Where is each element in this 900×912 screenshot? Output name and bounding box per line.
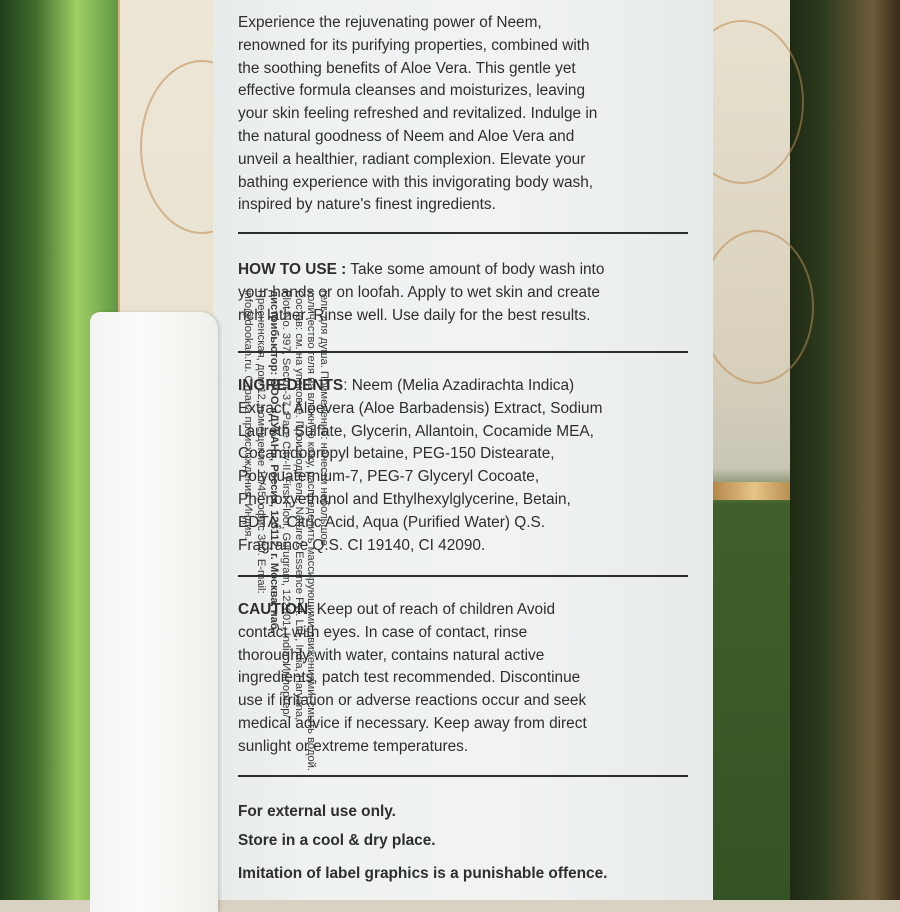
caution-line: sunlight or extreme temperatures. (238, 737, 469, 755)
description-line: Experience the rejuvenating power of Neem, (238, 14, 542, 31)
description-line: the natural goodness of Neem and Aloe Vera and (238, 127, 575, 145)
caution-line: ingredients, patch test recommended. Discontinue (238, 669, 581, 687)
how-to-use-line: rich lather. Rinse well. Use daily for the best results. (238, 306, 591, 324)
description-line: bathing experience with this invigorating body wash, (238, 173, 594, 191)
description-full (0, 0, 1, 1)
caution-line: use if irritation or adverse reactions occur and seek (238, 692, 587, 710)
description-line: unveil a healthier, radiant complexion. Elevate your (238, 150, 586, 168)
divider (238, 232, 688, 234)
sticker-line: Состав: см. на упаковке. Производитель: Nature's Essence Pvt. Ltd., India, Haryana, (292, 290, 305, 721)
bottle-dark-edge (790, 0, 900, 900)
ingredients-line: EDTA, Citric Acid, Aqua (Purified Water) Q.S. (238, 513, 546, 531)
sticker-line: Plot No. 397, Sector-37, Pace City-II, First Floor, Gurugram, 122001, India. Импортер/ (280, 290, 293, 718)
petal-outline (700, 230, 814, 384)
description-line: inspired by nature's finest ingredients. (238, 196, 496, 214)
ingredients-line: Fragrance Q.S. CI 19140, CI 42090. (238, 536, 486, 554)
sticker-text (242, 290, 330, 890)
caution-line: medical advice if necessary. Keep away from direct (238, 714, 587, 732)
sticker-line: гель для душа. Применение: нанести небольшое (318, 290, 330, 546)
ingredients-heading: INGREDIENTS (238, 377, 344, 394)
ingredients-line: : Neem (Melia Azadirachta Indica) (343, 377, 575, 394)
how-to-use-line: Take some amount of body wash into (346, 261, 605, 278)
how-to-use-line: your hands or on loofah. Apply to wet skin and create (238, 283, 600, 301)
description-block (238, 12, 698, 217)
how-to-use-heading: HOW TO USE : (238, 261, 347, 278)
ingredients-line: Polyquaternium-7, PEG-7 Glyceryl Cocoate, (238, 468, 540, 486)
sticker-line: info@dookan.ru. Страна происхождения: Индия. (242, 290, 255, 540)
description-line: effective formula cleanses and moisturizes, leaving (238, 82, 586, 100)
footer-line-imitation: Imitation of label graphics is a punishable offence. (238, 865, 608, 882)
ingredients-line: Extract, Aloevera (Aloe Barbadensis) Extract, Sodium (238, 399, 603, 417)
sticker-line: Пресненская, дом 12, помещение 10/45, офис 380. E-mail: (255, 290, 268, 594)
caution-heading: CAUTION (238, 601, 309, 618)
description-line: the soothing benefits of Aloe Vera. This gentle yet (238, 59, 576, 77)
caution-line: : Keep out of reach of children Avoid (308, 601, 556, 618)
sticker-line: дистрибьютор: ООО «ДУКАН», Россия, 123112, г. Москва, наб. (267, 290, 280, 633)
footer-line-storage: Store in a cool & dry place. (238, 832, 436, 849)
ingredients-line: Cocamidopropyl betaine, PEG-150 Distearate, (238, 445, 555, 463)
sticker-line: количество геля на влажную кожу, распределить массирующими движениями, смыть водой. (305, 290, 318, 771)
caution-line: thoroughly with water, contains natural active (238, 646, 545, 664)
footer-line-external: For external use only. (238, 803, 396, 820)
description-line: renowned for its purifying properties, combined with (238, 36, 590, 54)
gold-band (704, 482, 804, 500)
ingredients-line: Laureth Sulfate, Glycerin, Allantoin, Cocamide MEA, (238, 422, 594, 440)
description-line: your skin feeling refreshed and revitalized. Indulge in (238, 105, 598, 123)
ingredients-line: Phenoxyethanol and Ethylhexylglycerine, Betain, (238, 490, 571, 508)
caution-line: contact with eyes. In case of contact, rinse (238, 623, 528, 641)
